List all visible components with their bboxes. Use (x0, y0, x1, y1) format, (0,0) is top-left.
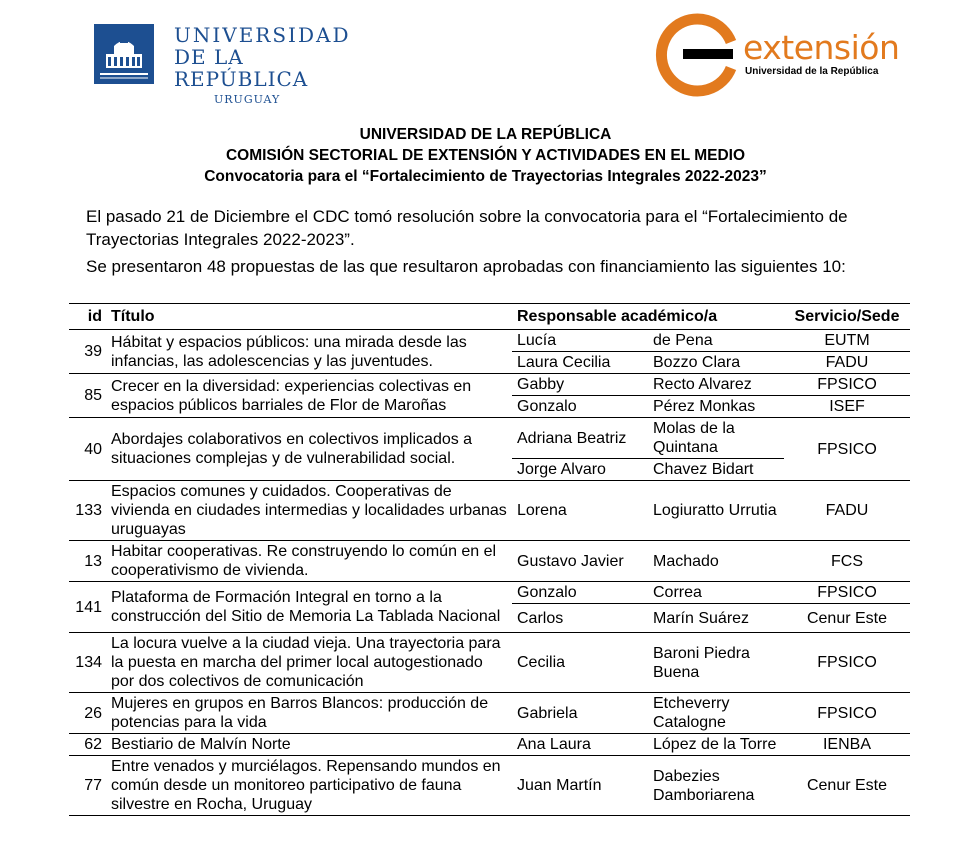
row-title: Hábitat y espacios públicos: una mirada desde las infancias, las adolescencias y las juventudes. (106, 330, 512, 374)
title-line-1: UNIVERSIDAD DE LA REPÚBLICA (359, 126, 612, 143)
responsable-last-name: Machado (648, 541, 784, 582)
approved-proposals-table (69, 303, 910, 816)
responsable-first-name: Cecilia (512, 633, 648, 693)
responsable-last-name: Bozzo Clara (648, 352, 784, 374)
header-id: id (87, 308, 102, 325)
responsable-first-name: Laura Cecilia (512, 352, 648, 374)
row-id: 62 (69, 734, 106, 756)
row-sede: IENBA (784, 734, 910, 756)
row-sede: EUTM (784, 330, 910, 352)
udelar-logo-line3: URUGUAY (214, 93, 281, 106)
udelar-logo-line2: DE LA REPÚBLICA (174, 45, 309, 91)
extension-logo-subtitle: Universidad de la República (745, 66, 879, 77)
row-title: Crecer en la diversidad: experiencias colectivas en espacios públicos barriales de Flor de Maroñas (106, 374, 512, 418)
responsable-first-name: Lorena (512, 481, 648, 541)
table-row (69, 418, 910, 459)
responsable-first-name: Carlos (512, 604, 648, 633)
responsable-first-name: Gonzalo (512, 396, 648, 418)
row-sede: FADU (784, 481, 910, 541)
title-line-3: Convocatoria para el “Fortalecimiento de Trayectorias Integrales 2022-2023” (204, 168, 767, 185)
header-sede: Servicio/Sede (794, 308, 900, 325)
responsable-last-name: Chavez Bidart (648, 459, 784, 481)
row-id: 141 (69, 582, 106, 633)
table-row (69, 756, 910, 816)
intro-paragraph-1: El pasado 21 de Diciembre el CDC tomó resolución sobre la convocatoria para el “Fortalecimiento de Trayectorias Integrales 2022-2023”. (86, 207, 848, 249)
row-title: Bestiario de Malvín Norte (106, 734, 512, 756)
row-id: 39 (69, 330, 106, 374)
row-id: 134 (69, 633, 106, 693)
responsable-last-name: Molas de la Quintana (648, 418, 784, 459)
row-sede: FADU (784, 352, 910, 374)
responsable-last-name: López de la Torre (648, 734, 784, 756)
responsable-first-name: Gonzalo (512, 582, 648, 604)
extension-logo-word: extensión (743, 28, 900, 67)
row-sede: FCS (784, 541, 910, 582)
row-title: Entre venados y murciélagos. Repensando mundos en común desde un monitoreo participativo de fauna silvestre en Rocha, Uruguay (106, 756, 512, 816)
responsable-first-name: Jorge Alvaro (512, 459, 648, 481)
responsable-first-name: Adriana Beatriz (512, 418, 648, 459)
table-row (69, 481, 910, 541)
udelar-wordmark (174, 24, 350, 106)
table-row (69, 633, 910, 693)
header-responsable: Responsable académico/a (517, 308, 718, 325)
responsable-first-name: Gustavo Javier (512, 541, 648, 582)
row-sede: FPSICO (784, 633, 910, 693)
responsable-first-name: Gabby (512, 374, 648, 396)
responsable-last-name: Logiuratto Urrutia (648, 481, 784, 541)
extension-logo (655, 8, 915, 100)
title-line-2: COMISIÓN SECTORIAL DE EXTENSIÓN Y ACTIVIDADES EN EL MEDIO (225, 147, 746, 164)
row-title: La locura vuelve a la ciudad vieja. Una trayectoria para la puesta en marcha del primer local autogestionado por dos colectivos de comunicación (106, 633, 512, 693)
responsable-last-name: Correa (648, 582, 784, 604)
intro-paragraph-2: Se presentaron 48 propuestas de las que resultaron aprobadas con financiamiento las siguientes 10: (86, 257, 846, 276)
table-row (69, 541, 910, 582)
document-titles (0, 124, 971, 187)
row-id: 13 (69, 541, 106, 582)
university-building-icon (94, 24, 154, 84)
row-sede: FPSICO (784, 418, 910, 481)
table-row (69, 582, 910, 604)
row-id: 77 (69, 756, 106, 816)
row-sede: FPSICO (784, 374, 910, 396)
responsable-last-name: de Pena (648, 330, 784, 352)
row-title: Mujeres en grupos en Barros Blancos: producción de potencias para la vida (106, 693, 512, 734)
udelar-logo-line1: UNIVERSIDAD (174, 23, 351, 47)
responsable-last-name: Baroni Piedra Buena (648, 633, 784, 693)
header-title: Título (111, 308, 155, 325)
responsable-first-name: Ana Laura (512, 734, 648, 756)
responsable-first-name: Lucía (512, 330, 648, 352)
table-row (69, 330, 910, 352)
row-sede: FPSICO (784, 582, 910, 604)
row-id: 133 (69, 481, 106, 541)
row-title: Espacios comunes y cuidados. Cooperativas de vivienda en ciudades intermedias y localidades urbanas uruguayas (106, 481, 512, 541)
table-row (69, 374, 910, 396)
responsable-last-name: Etcheverry Catalogne (648, 693, 784, 734)
row-sede: Cenur Este (784, 756, 910, 816)
responsable-last-name: Dabezies Damboriarena (648, 756, 784, 816)
row-id: 40 (69, 418, 106, 481)
row-title: Habitar cooperativas. Re construyendo lo común en el cooperativismo de vivienda. (106, 541, 512, 582)
udelar-logo (94, 22, 351, 106)
responsable-first-name: Juan Martín (512, 756, 648, 816)
responsable-last-name: Marín Suárez (648, 604, 784, 633)
table-header-row (69, 304, 910, 330)
row-sede: FPSICO (784, 693, 910, 734)
extension-e-icon (655, 8, 743, 100)
table-row (69, 734, 910, 756)
responsable-last-name: Recto Alvarez (648, 374, 784, 396)
row-title: Abordajes colaborativos en colectivos implicados a situaciones complejas y de vulnerabilidad social. (106, 418, 512, 481)
row-sede: Cenur Este (784, 604, 910, 633)
row-sede: ISEF (784, 396, 910, 418)
row-id: 26 (69, 693, 106, 734)
responsable-last-name: Pérez Monkas (648, 396, 784, 418)
intro-text (86, 205, 916, 278)
responsable-first-name: Gabriela (512, 693, 648, 734)
row-title: Plataforma de Formación Integral en torno a la construcción del Sitio de Memoria La Tablada Nacional (106, 582, 512, 633)
row-id: 85 (69, 374, 106, 418)
table-row (69, 693, 910, 734)
